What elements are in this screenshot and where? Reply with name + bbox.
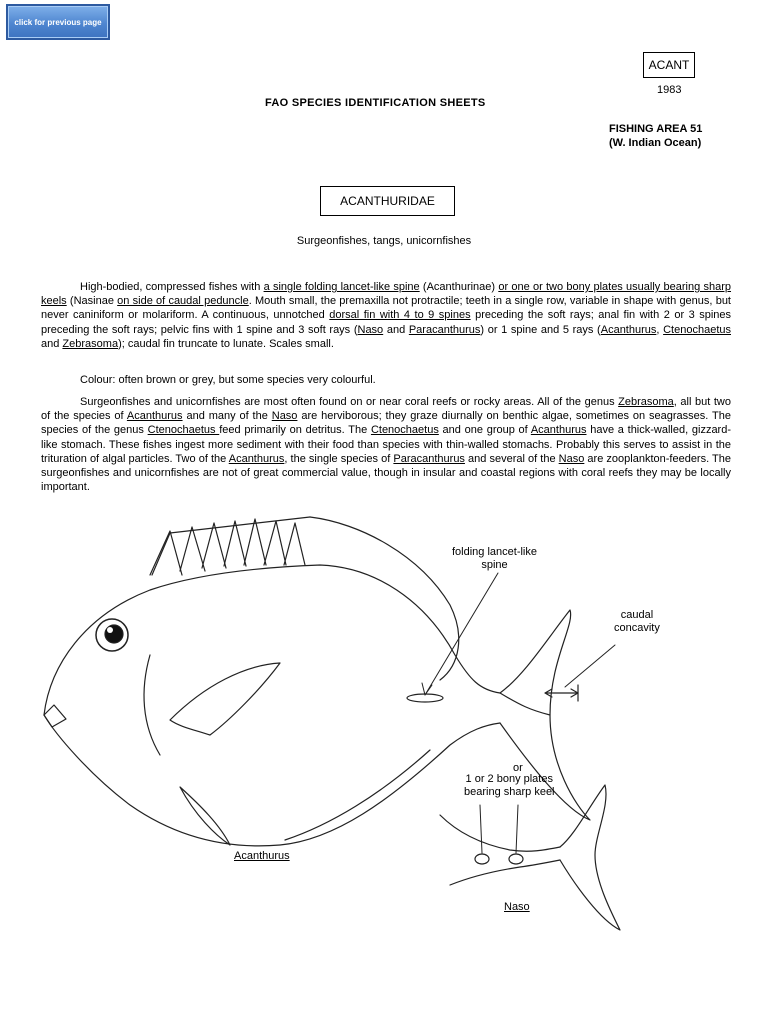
key-term: or one or two bony plates usually bearing sharp keels xyxy=(41,281,732,308)
fish-illustration xyxy=(30,515,660,945)
text: and several of the xyxy=(464,452,559,465)
family-name: ACANTHURIDAE xyxy=(340,194,435,208)
text: and xyxy=(41,337,63,350)
description-paragraph-3 xyxy=(41,395,731,494)
text: (Nasinae xyxy=(66,295,118,308)
sheet-title: FAO SPECIES IDENTIFICATION SHEETS xyxy=(265,97,486,109)
label-folding-spine xyxy=(452,546,537,572)
previous-page-button[interactable]: click for previous page xyxy=(6,4,110,40)
species-code-box xyxy=(643,52,695,78)
gill-line xyxy=(144,655,160,755)
label-line: spine xyxy=(481,559,508,571)
naso-body-outline xyxy=(440,815,560,851)
eye-highlight xyxy=(107,627,113,633)
text: High-bodied, compressed fishes with xyxy=(80,281,264,293)
naso-plate-1 xyxy=(475,854,489,864)
fishing-area-line1: FISHING AREA 51 xyxy=(609,123,703,135)
text: preceding the soft rays; anal fin with 2 or 3 spines preceding the soft rays; pelvic fins with 1 spine and 3 soft rays ( xyxy=(41,309,732,336)
pelvic-fin xyxy=(180,787,230,845)
label-line: folding lancet-like xyxy=(452,546,537,558)
text: and one group of xyxy=(438,424,531,437)
key-term: a single folding lancet-like spine xyxy=(263,281,420,293)
plates-pointer-2 xyxy=(516,805,518,853)
genus-name: Acanthurus xyxy=(600,323,657,336)
fish-drawing xyxy=(30,515,650,945)
spine-pointer xyxy=(425,573,498,695)
text: . Mouth small, the premaxilla not protractile; teeth in a single row, variable in shape with genus, but never caniniform or molariform. A continuous, unnotched xyxy=(41,295,731,322)
dorsal-fin-soft xyxy=(310,517,459,680)
text: ); caudal fin truncate to lunate. Scales small. xyxy=(118,337,334,350)
pectoral-fin xyxy=(170,663,280,735)
text: have a thick-walled, gizzard-like stomach. These fishes ingest more sediment with their food than species with thin-walled stomachs. Probably this serves to assist in the trituration of algal particles. Two of the xyxy=(41,424,732,465)
label-line: caudal xyxy=(620,609,654,621)
year: 1983 xyxy=(657,84,682,96)
genus-name: Paracanthurus xyxy=(408,323,481,336)
text: and many of the xyxy=(182,410,272,423)
text: , xyxy=(656,323,664,336)
naso-plate-2 xyxy=(509,854,523,864)
colour-paragraph: Colour: often brown or grey, but some species very colourful. xyxy=(80,374,376,386)
acanthurus-belly-outline xyxy=(44,715,500,846)
text: are zooplankton-feeders. The surgeonfishes and unicornfishes are not of great commercial value, though in insular and coastal regions with coral reefs they may be locally important. xyxy=(41,452,731,494)
fishing-area-line2: (W. Indian Ocean) xyxy=(609,137,702,149)
text: , all but two of the species of xyxy=(41,396,731,423)
genus-name: Zebrasoma xyxy=(618,396,674,408)
plates-pointer-1 xyxy=(480,805,482,853)
caudal-concavity-arrow xyxy=(545,689,578,697)
genus-name: Ctenochaetus xyxy=(663,323,731,336)
species-code: ACANT xyxy=(648,58,690,72)
description-paragraph-1 xyxy=(41,280,731,351)
genus-name: Acanthurus xyxy=(530,424,587,437)
genus-name: Zebrasoma xyxy=(62,337,119,350)
label-line: bearing sharp keel xyxy=(464,786,555,798)
genus-name: Naso xyxy=(558,452,585,465)
family-name-box xyxy=(320,186,455,216)
label-naso: Naso xyxy=(504,901,530,913)
genus-name: Paracanthurus xyxy=(393,452,465,465)
label-line: 1 or 2 bony plates xyxy=(465,773,553,785)
label-or: or xyxy=(513,762,523,774)
genus-name: Acanthurus xyxy=(228,452,285,465)
caudal-concavity-pointer xyxy=(565,645,615,687)
key-term: on side of caudal peduncle xyxy=(117,295,249,308)
label-acanthurus: Acanthurus xyxy=(234,850,290,862)
text: , the single species of xyxy=(284,452,394,465)
naso-belly-outline xyxy=(450,860,560,885)
genus-name: Naso xyxy=(271,410,298,423)
genus-name: Ctenochaetus xyxy=(147,424,220,437)
text: are herviborous; they graze diurnally on benthic algae, sometimes on seagrasses. The species of the genus xyxy=(41,410,731,437)
label-caudal-concavity xyxy=(614,609,660,635)
eye-pupil xyxy=(105,625,123,643)
text: and xyxy=(383,323,409,336)
text: (Acanthurinae) xyxy=(419,281,499,293)
genus-name: Naso xyxy=(357,323,384,336)
text: Surgeonfishes and unicornfishes are most often found on or near coral reefs or rocky areas. All of the genus xyxy=(80,396,619,408)
label-line: concavity xyxy=(614,622,660,634)
label-bony-plates xyxy=(464,773,555,799)
text: ) or 1 spine and 5 rays ( xyxy=(480,323,601,336)
text: feed primarily on detritus. The xyxy=(219,424,371,437)
key-term: dorsal fin with 4 to 9 spines xyxy=(329,309,471,322)
anal-fin xyxy=(285,750,430,840)
genus-name: Ctenochaetus xyxy=(370,424,439,437)
mouth xyxy=(44,705,66,727)
common-names: Surgeonfishes, tangs, unicornfishes xyxy=(296,235,472,247)
genus-name: Acanthurus xyxy=(126,410,183,423)
